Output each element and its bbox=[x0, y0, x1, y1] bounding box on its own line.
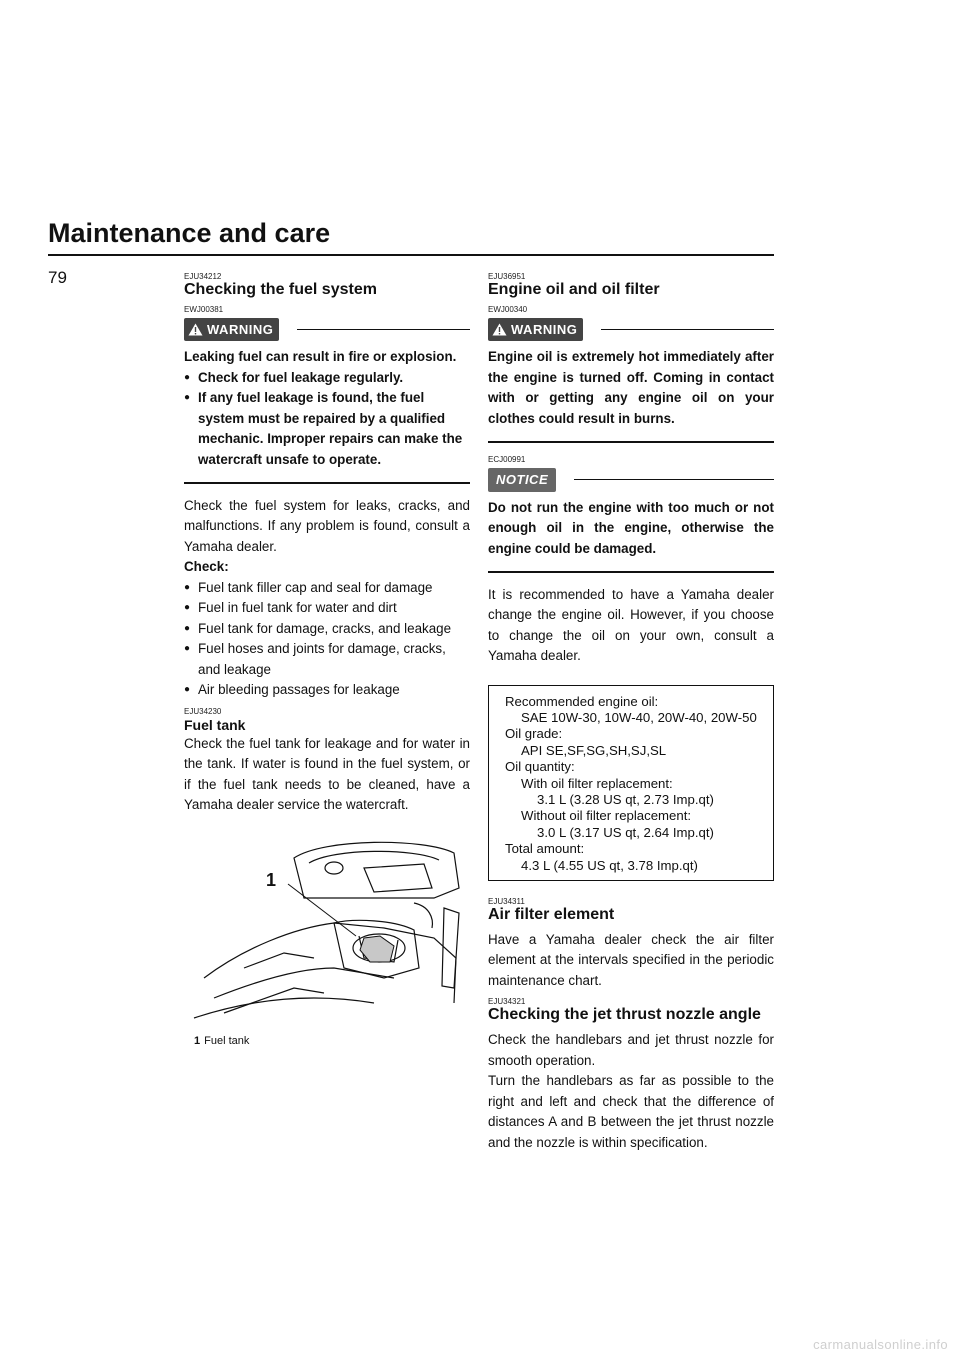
figure-callout: 1 bbox=[266, 869, 277, 890]
list-item: ● Fuel hoses and joints for damage, cracks, and leakage bbox=[184, 639, 470, 680]
spec-label: Oil quantity: bbox=[505, 759, 575, 775]
page-number: 79 bbox=[48, 268, 67, 287]
oil-spec-box bbox=[488, 685, 774, 881]
section-title-fuel-system: Checking the fuel system bbox=[184, 281, 377, 298]
section-title-air-filter: Air filter element bbox=[488, 905, 615, 923]
list-item: ● Fuel tank filler cap and seal for damage bbox=[184, 578, 470, 599]
spec-label: Without oil filter replacement: bbox=[521, 808, 692, 824]
warning-badge bbox=[488, 318, 583, 341]
warning-rule bbox=[297, 329, 470, 331]
warning-rule bbox=[601, 329, 774, 331]
section-title-engine-oil: Engine oil and oil filter bbox=[488, 281, 660, 298]
watermark: carmanualsonline.info bbox=[813, 1337, 948, 1352]
notice-rule bbox=[574, 479, 774, 481]
spec-value: API SE,SF,SG,SH,SJ,SL bbox=[521, 742, 667, 758]
section-code: EJU36951 bbox=[488, 272, 526, 281]
warning-label: WARNING bbox=[511, 322, 578, 337]
list-item: ● Fuel tank for damage, cracks, and leakage bbox=[184, 619, 470, 640]
list-item: ● Fuel in fuel tank for water and dirt bbox=[184, 598, 470, 619]
fuel-tank-illustration bbox=[184, 828, 470, 1028]
title-rule bbox=[48, 254, 774, 256]
nozzle-body-2: Turn the handlebars as far as possible to the right and left and check that the difference of distances A and B between the jet thrust nozzle and the nozzle is within specification. bbox=[488, 1073, 774, 1150]
nozzle-body-1: Check the handlebars and jet thrust nozzle for smooth operation. bbox=[488, 1032, 774, 1068]
warning-bullets bbox=[184, 368, 470, 471]
warning-end-rule bbox=[488, 441, 774, 443]
section-code: EJU34212 bbox=[184, 272, 222, 281]
check-list bbox=[184, 578, 470, 701]
caption-number: 1 bbox=[194, 1034, 201, 1047]
warning-code: EWJ00381 bbox=[184, 305, 224, 314]
section-title-nozzle: Checking the jet thrust nozzle angle bbox=[488, 1006, 761, 1024]
notice-code: ECJ00991 bbox=[488, 454, 526, 464]
warning-header bbox=[184, 318, 470, 341]
spec-label: Total amount: bbox=[505, 841, 585, 857]
list-item: ● Check for fuel leakage regularly. bbox=[184, 368, 470, 389]
air-filter-body: Have a Yamaha dealer check the air filter element at the intervals specified in the periodic maintenance chart. bbox=[488, 931, 774, 988]
list-item: ● If any fuel leakage is found, the fuel system must be repaired by a qualified mechanic. Improper repairs can make the watercraft unsafe to operate. bbox=[184, 388, 470, 470]
notice-badge: NOTICE bbox=[488, 468, 556, 492]
warning-text: Engine oil is extremely hot immediately after the engine is turned off. Coming in contact with or getting any engine oil on your clothes could result in burns. bbox=[488, 349, 774, 426]
spec-label: Oil grade: bbox=[505, 726, 563, 742]
fuel-tank-figure bbox=[184, 828, 470, 1047]
warning-block bbox=[184, 347, 470, 470]
warning-code: EWJ00340 bbox=[488, 305, 528, 314]
warning-label: WARNING bbox=[207, 322, 274, 337]
section-code: EJU34230 bbox=[184, 706, 222, 716]
spec-label: Recommended engine oil: bbox=[505, 693, 659, 709]
spec-value: SAE 10W-30, 10W-40, 20W-40, 20W-50 bbox=[521, 709, 757, 725]
warning-block bbox=[488, 347, 774, 429]
caption-text: Fuel tank bbox=[204, 1034, 250, 1047]
warning-badge bbox=[184, 318, 279, 341]
section-title-fuel-tank: Fuel tank bbox=[184, 716, 246, 733]
warning-header bbox=[488, 318, 774, 341]
notice-header bbox=[488, 468, 774, 492]
left-column bbox=[184, 272, 470, 1047]
section-code: EJU34311 bbox=[488, 896, 525, 906]
spec-value: 4.3 L (4.55 US qt, 3.78 Imp.qt) bbox=[521, 857, 698, 873]
warning-triangle-icon bbox=[492, 323, 507, 336]
notice-block bbox=[488, 498, 774, 560]
page-title: Maintenance and care bbox=[48, 218, 331, 248]
warning-end-rule bbox=[184, 482, 470, 484]
engine-oil-body: It is recommended to have a Yamaha dealer change the engine oil. However, if you choose to change the oil on your own, consult a Yamaha dealer. bbox=[488, 586, 774, 663]
fuel-system-body: Check the fuel system for leaks, cracks, and malfunctions. If any problem is found, consult a Yamaha dealer. bbox=[184, 497, 470, 554]
spec-value: 3.1 L (3.28 US qt, 2.73 Imp.qt) bbox=[537, 791, 714, 807]
notice-end-rule bbox=[488, 571, 774, 573]
notice-text: Do not run the engine with too much or not enough oil in the engine, otherwise the engine could be damaged. bbox=[488, 499, 774, 556]
section-code: EJU34321 bbox=[488, 997, 526, 1007]
right-column bbox=[488, 272, 774, 1153]
warning-triangle-icon bbox=[188, 323, 203, 336]
figure-caption bbox=[184, 1035, 470, 1047]
check-label: Check: bbox=[184, 559, 229, 574]
warning-text: Leaking fuel can result in fire or explosion. bbox=[184, 349, 457, 364]
spec-value: 3.0 L (3.17 US qt, 2.64 Imp.qt) bbox=[537, 824, 714, 840]
spec-label: With oil filter replacement: bbox=[521, 775, 673, 791]
fuel-tank-body: Check the fuel tank for leakage and for water in the tank. If water is found in the fuel system, or if the fuel tank needs to be cleaned, have a Yamaha dealer service the watercraft. bbox=[184, 735, 470, 812]
list-item: ● Air bleeding passages for leakage bbox=[184, 680, 470, 701]
